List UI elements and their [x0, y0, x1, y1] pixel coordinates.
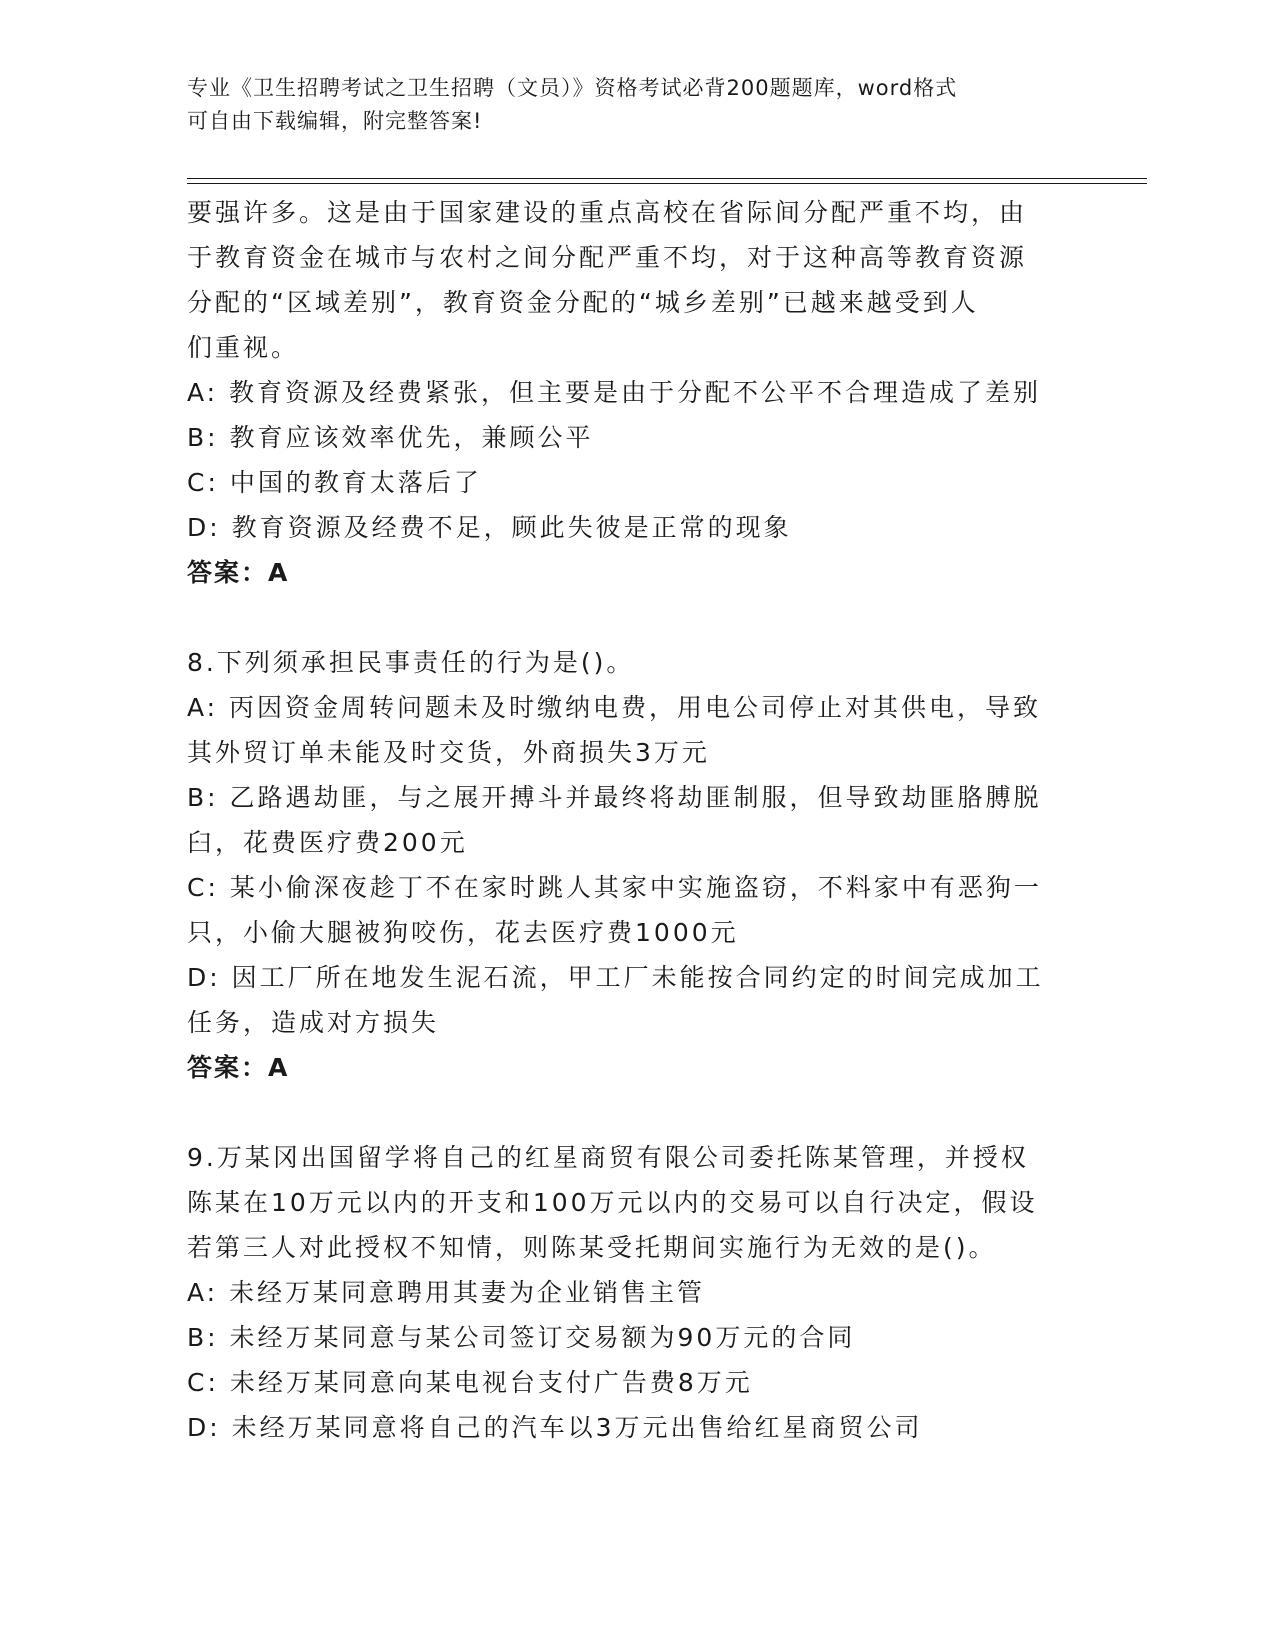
option-c: C: 中国的教育太落后了	[187, 468, 482, 497]
option-c: C: 某小偷深夜趁丁不在家时跳人其家中实施盗窃，不料家中有恶狗一	[187, 873, 1042, 902]
option-d: D: 未经万某同意将自己的汽车以3万元出售给红星商贸公司	[187, 1413, 923, 1442]
option-c-cont: 只，小偷大腿被狗咬伤，花去医疗费1000元	[187, 918, 739, 947]
header-line-1: 专业《卫生招聘考试之卫生招聘（文员）》资格考试必背200题题库，word格式	[187, 76, 958, 100]
spacer	[187, 1090, 1067, 1135]
option-d: D: 教育资源及经费不足，顾此失彼是正常的现象	[187, 513, 792, 542]
spacer	[187, 595, 1067, 640]
header-divider-bottom	[187, 183, 1147, 184]
option-a: A: 未经万某同意聘用其妻为企业销售主管	[187, 1278, 706, 1307]
header-divider-top	[187, 178, 1147, 179]
answer-label: 答案：A	[187, 1053, 290, 1082]
stem-line: 分配的“区域差别”，教育资金分配的“城乡差别”已越来越受到人	[187, 288, 979, 317]
option-c: C: 未经万某同意向某电视台支付广告费8万元	[187, 1368, 753, 1397]
option-b-cont: 臼，花费医疗费200元	[187, 828, 468, 857]
option-b: B: 乙路遇劫匪，与之展开搏斗并最终将劫匪制服，但导致劫匪胳膊脱	[187, 783, 1042, 812]
document-header	[187, 72, 1067, 138]
stem-line: 于教育资金在城市与农村之间分配严重不均，对于这种高等教育资源	[187, 243, 1028, 272]
question-9	[187, 1135, 1067, 1450]
question-stem: 9.万某冈出国留学将自己的红星商贸有限公司委托陈某管理，并授权	[187, 1143, 1029, 1172]
stem-line: 要强许多。这是由于国家建设的重点高校在省际间分配严重不均，由	[187, 198, 1028, 227]
option-b: B: 未经万某同意与某公司签订交易额为90万元的合同	[187, 1323, 856, 1352]
option-a-cont: 其外贸订单未能及时交货，外商损失3万元	[187, 738, 710, 767]
option-d-cont: 任务，造成对方损失	[187, 1008, 440, 1037]
question-stem: 陈某在10万元以内的开支和100万元以内的交易可以自行决定，假设	[187, 1188, 1038, 1217]
question-stem: 若第三人对此授权不知情，则陈某受托期间实施行为无效的是()。	[187, 1233, 997, 1262]
answer-label: 答案：A	[187, 558, 290, 587]
question-7-continuation	[187, 190, 1067, 595]
option-a: A: 丙因资金周转问题未及时缴纳电费，用电公司停止对其供电，导致	[187, 693, 1042, 722]
question-stem: 8.下列须承担民事责任的行为是()。	[187, 648, 635, 677]
stem-line: 们重视。	[187, 333, 300, 362]
option-d: D: 因工厂所在地发生泥石流，甲工厂未能按合同约定的时间完成加工	[187, 963, 1044, 992]
option-a: A: 教育资源及经费紧张，但主要是由于分配不公平不合理造成了差别	[187, 378, 1042, 407]
header-line-2: 可自由下载编辑，附完整答案!	[187, 109, 483, 133]
option-b: B: 教育应该效率优先，兼顾公平	[187, 423, 594, 452]
question-8	[187, 640, 1067, 1090]
document-body	[187, 190, 1067, 1450]
